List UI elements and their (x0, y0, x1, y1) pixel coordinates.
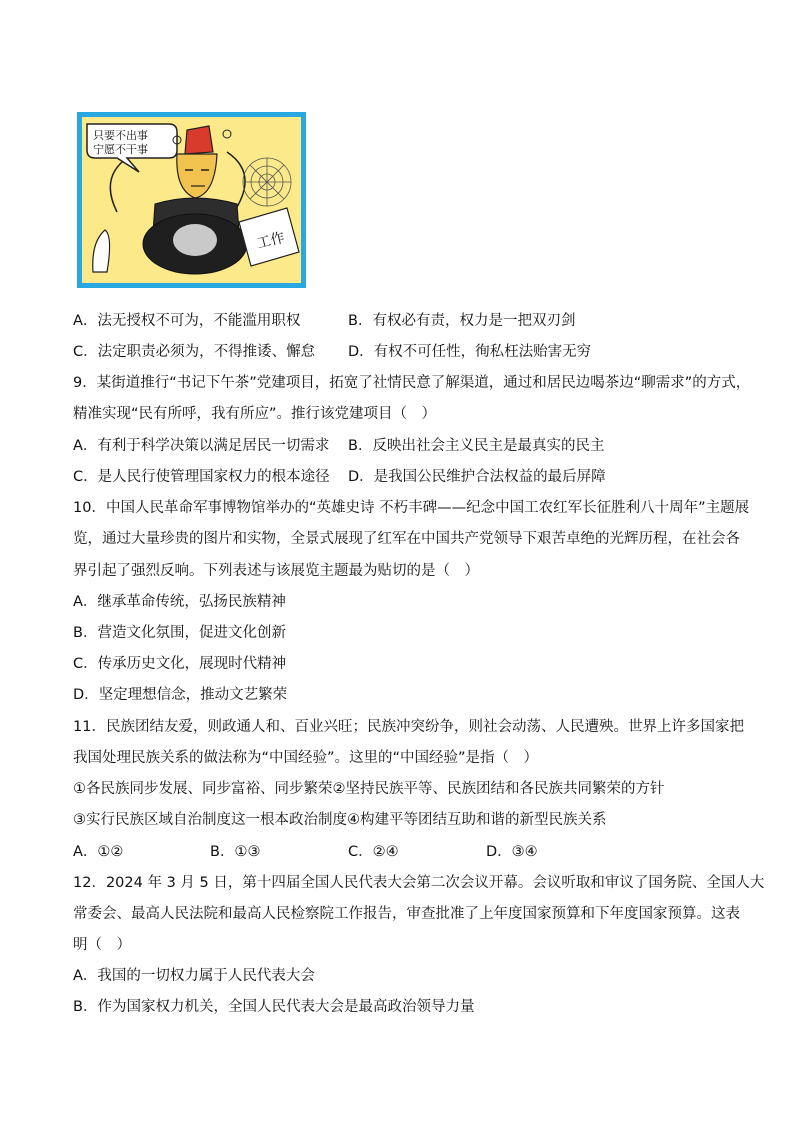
speech-text-1: 只要不出事 (93, 129, 148, 142)
q10-option-c: C．传承历史文化，展现时代精神 (73, 656, 287, 672)
q11-option-b: B．①③ (210, 844, 261, 860)
q12-stem-line-2: 常委会、最高人民法院和最高人民检察院工作报告，审查批准了上年度国家预算和下年度国家预算。这表 (73, 906, 740, 922)
q11-option-a: A．①② (73, 844, 124, 860)
q10-option-a: A．继承革命传统，弘扬民族精神 (73, 594, 286, 610)
q9-stem-line-2: 精准实现“民有所呼，我有所应”。推行该党建项目（ ） (73, 406, 437, 422)
q8-option-c: C．法定职责必须为，不得推诿、懈怠 (73, 344, 316, 360)
q12-option-a: A．我国的一切权力属于人民代表大会 (73, 968, 315, 984)
red-hat (185, 126, 213, 154)
cartoon-illustration (77, 112, 306, 288)
speech-text-2: 宁愿不干事 (93, 143, 148, 156)
q11-stem-line-1: 11．民族团结友爱，则政通人和、百业兴旺；民族冲突纷争，则社会动荡、人民遭殃。世界上许多国家把 (73, 719, 744, 735)
q9-option-a: A．有利于科学决策以满足居民一切需求 (73, 438, 330, 454)
q11-item-line-2: ③实行民族区域自治制度这一根本政治制度④构建平等团结互助和谐的新型民族关系 (73, 812, 607, 828)
q10-stem-line-2: 览，通过大量珍贵的图片和实物，全景式展现了红军在中国共产党领导下艰苦卓绝的光辉历程，在社会各 (73, 531, 740, 547)
cartoon-svg (77, 112, 306, 288)
q10-option-b: B．营造文化氛围，促进文化创新 (73, 625, 286, 641)
q9-option-d: D．是我国公民维护合法权益的最后屏障 (348, 469, 606, 485)
q12-option-b: B．作为国家权力机关，全国人民代表大会是最高政治领导力量 (73, 999, 475, 1015)
belly-highlight (173, 224, 217, 256)
q9-stem-line-1: 9．某街道推行“书记下午茶”党建项目，拓宽了社情民意了解渠道，通过和居民边喝茶边“聊需求”的方式， (73, 375, 751, 391)
q8-option-b: B．有权必有责，权力是一把双刃剑 (348, 313, 576, 329)
q12-stem-line-3: 明（ ） (73, 937, 131, 953)
q10-option-d: D．坚定理想信念，推动文艺繁荣 (73, 687, 288, 703)
q11-option-c: C．②④ (348, 844, 399, 860)
q11-option-d: D．③④ (486, 844, 538, 860)
cobweb (243, 158, 291, 206)
q10-stem-line-3: 界引起了强烈反响。下列表述与该展览主题最为贴切的是（ ） (73, 563, 479, 579)
q8-option-a: A．法无授权不可为，不能滥用职权 (73, 313, 301, 329)
q9-option-c: C．是人民行使管理国家权力的根本途径 (73, 469, 330, 485)
q12-stem-line-1: 12．2024 年 3 月 5 日，第十四届全国人民代表大会第二次会议开幕。会议听取和审议了国务院、全国人大 (73, 875, 765, 891)
q11-stem-line-2: 我国处理民族关系的做法称为“中国经验”。这里的“中国经验”是指（ ） (73, 750, 539, 766)
q11-item-line-1: ①各民族同步发展、同步富裕、同步繁荣②坚持民族平等、民族团结和各民族共同繁荣的方针 (73, 781, 665, 797)
q8-option-d: D．有权不可任性，徇私枉法贻害无穷 (348, 344, 592, 360)
q10-stem-line-1: 10．中国人民革命军事博物馆举办的“英雄史诗 不朽丰碑——纪念中国工农红军长征胜利八十周年”主题展 (73, 500, 750, 516)
q9-option-b: B．反映出社会主义民主是最真实的民主 (348, 438, 605, 454)
paper-label: 工作 (255, 229, 287, 253)
